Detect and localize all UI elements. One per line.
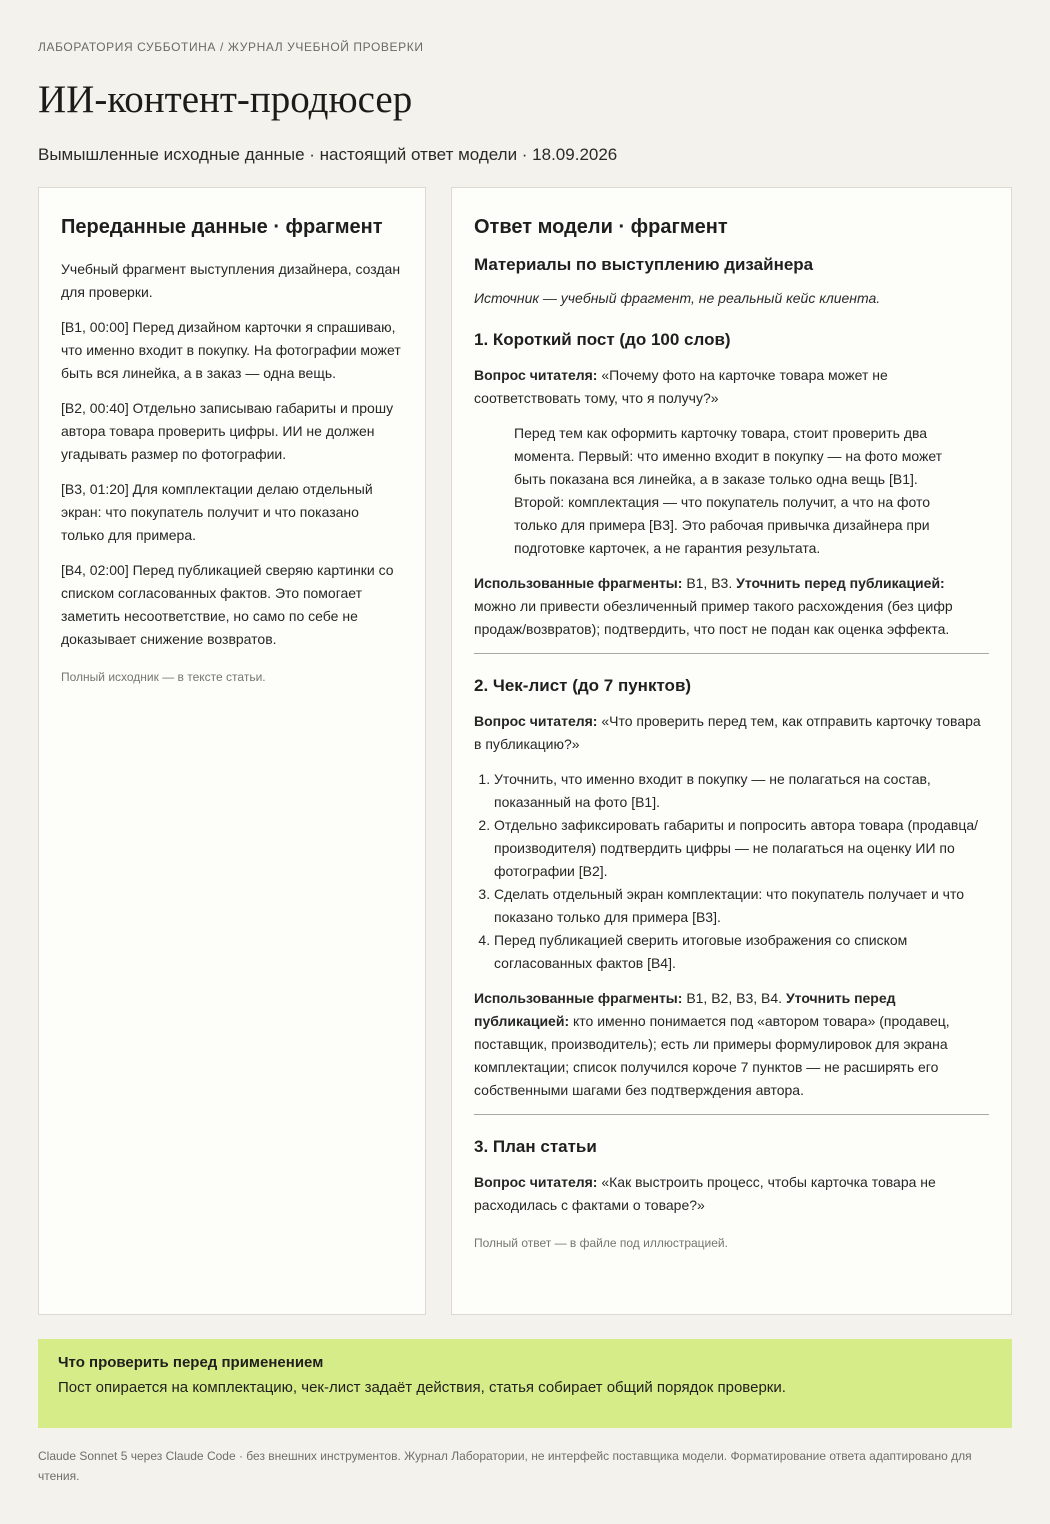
- breadcrumb: ЛАБОРАТОРИЯ СУББОТИНА / ЖУРНАЛ УЧЕБНОЙ ПРОВЕРКИ: [38, 40, 424, 54]
- section-divider: [474, 1114, 989, 1115]
- section-divider: [474, 653, 989, 654]
- checklist-item: 3. Сделать отдельный экран комплектации: что покупатель получает и что показано только для примера [B3].: [494, 883, 989, 929]
- callout-text: Пост опирается на комплектацию, чек-лист задаёт действия, статья собирает общий порядок проверки.: [58, 1379, 786, 1396]
- verify-label: Уточнить перед публикацией:: [736, 575, 945, 591]
- source-panel-heading: Переданные данные · фрагмент: [61, 216, 383, 238]
- section-1-question: [474, 364, 989, 410]
- callout-title: Что проверить перед применением: [58, 1354, 324, 1371]
- question-text: «Что проверить перед тем, как отправить карточку товара в публикацию?»: [474, 713, 981, 752]
- question-label: Вопрос читателя:: [474, 367, 598, 383]
- question-label: Вопрос читателя:: [474, 1174, 598, 1190]
- verify-text: кто именно понимается под «автором товара» (продавец, поставщик, производитель); есть ли примеры формулировок для экрана комплектации; список получился короче 7 пунктов — не расширять его собственными шагами без подтверждения автора.: [474, 1013, 950, 1098]
- model-answer-panel: [451, 187, 1012, 1315]
- used-label: Использованные фрагменты:: [474, 575, 683, 591]
- answer-note: Полный ответ — в файле под иллюстрацией.: [474, 1236, 728, 1250]
- section-1-post-text: Перед тем как оформить карточку товара, стоит проверить два момента. Первый: что именно входит в покупку — на фото может быть показана вся линейка, а в заказе только одна вещь [B1]. Второй: комплектация — что покупатель получит, а что на фото только для примера [B3]. Это рабочая привычка дизайнера при подготовке карточек, а не гарантия результата.: [514, 425, 943, 556]
- section-1-meta: [474, 572, 989, 641]
- source-paragraph: [B4, 02:00] Перед публикацией сверяю картинки со списком согласованных фактов. Это помогает заметить несоответствие, но само по себе не доказывает снижение возвратов.: [61, 562, 394, 647]
- check-callout: [38, 1339, 1012, 1428]
- page-title: ИИ-контент-продюсер: [38, 78, 413, 121]
- used-label: Использованные фрагменты:: [474, 990, 683, 1006]
- answer-source-line: Источник — учебный фрагмент, не реальный кейс клиента.: [474, 290, 881, 306]
- section-2-meta: [474, 987, 989, 1102]
- question-text: «Почему фото на карточке товара может не соответствовать тому, что я получу?»: [474, 367, 888, 406]
- page-subtitle: Вымышленные исходные данные · настоящий ответ модели · 18.09.2026: [38, 145, 618, 164]
- section-2-title: 2. Чек-лист (до 7 пунктов): [474, 676, 692, 695]
- checklist-item: 1. Уточнить, что именно входит в покупку — не полагаться на состав, показанный на фото [B1].: [494, 768, 989, 814]
- question-label: Вопрос читателя:: [474, 713, 598, 729]
- section-3-title: 3. План статьи: [474, 1137, 597, 1156]
- section-3-question: [474, 1171, 989, 1217]
- checklist-item: 2. Отдельно зафиксировать габариты и попросить автора товара (продавца/производителя) подтвердить цифры — не полагаться на оценку ИИ по фотографии [B2].: [494, 814, 989, 883]
- verify-text: можно ли привести обезличенный пример такого расхождения (без цифр продаж/возвратов); подтвердить, что пост не подан как оценка эффекта.: [474, 598, 953, 637]
- section-2-question: [474, 710, 989, 756]
- answer-panel-heading: Ответ модели · фрагмент: [474, 216, 728, 238]
- answer-subheading: Материалы по выступлению дизайнера: [474, 255, 814, 274]
- used-fragments: B1, B3.: [686, 575, 733, 591]
- source-paragraph: Учебный фрагмент выступления дизайнера, создан для проверки.: [61, 261, 401, 300]
- verify-label: Уточнить перед публикацией:: [474, 990, 896, 1029]
- source-paragraph: [B2, 00:40] Отдельно записываю габариты и прошу автора товара проверить цифры. ИИ не должен угадывать размер по фотографии.: [61, 400, 394, 462]
- checklist-item: 4. Перед публикацией сверить итоговые изображения со списком согласованных фактов [B4].: [494, 929, 989, 975]
- source-paragraph: [B1, 00:00] Перед дизайном карточки я спрашиваю, что именно входит в покупку. На фотографии может быть вся линейка, а в заказ — одна вещь.: [61, 319, 401, 381]
- used-fragments: B1, B2, B3, B4.: [686, 990, 783, 1006]
- footer-note: Claude Sonnet 5 через Claude Code · без внешних инструментов. Журнал Лаборатории, не интерфейс поставщика модели. Форматирование ответа адаптировано для чтения.: [38, 1449, 972, 1483]
- question-text: «Как выстроить процесс, чтобы карточка товара не расходилась с фактами о товаре?»: [474, 1174, 936, 1213]
- source-note: Полный исходник — в тексте статьи.: [61, 670, 266, 684]
- source-data-panel: [38, 187, 426, 1315]
- section-1-title: 1. Короткий пост (до 100 слов): [474, 330, 731, 349]
- checklist: [474, 768, 989, 975]
- source-paragraph: [B3, 01:20] Для комплектации делаю отдельный экран: что покупатель получит и что показано только для примера.: [61, 481, 373, 543]
